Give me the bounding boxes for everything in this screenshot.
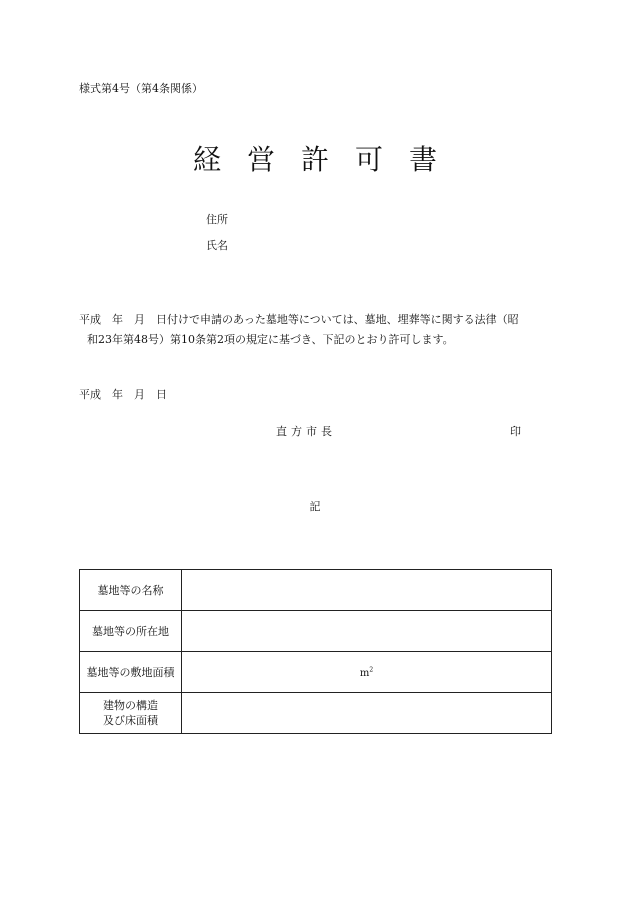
permit-body-text: [79, 310, 557, 350]
row-value-structure: [182, 693, 552, 734]
row-value-name: [182, 570, 552, 611]
applicant-name-label: 氏名: [206, 239, 228, 252]
issue-date: 平成 年 月 日: [79, 388, 167, 401]
row-label-name: 墓地等の名称: [80, 570, 182, 611]
table-row: [80, 570, 552, 611]
row-value-location: [182, 611, 552, 652]
applicant-address-label: 住所: [206, 213, 228, 226]
seal-mark: 印: [510, 425, 521, 438]
body-line-2: 和23年第48号）第10条第2項の規定に基づき、下記のとおり許可します。: [87, 333, 454, 346]
table-row: [80, 611, 552, 652]
form-number: 様式第4号（第4条関係）: [79, 82, 203, 95]
row-label-structure: 建物の構造 及び床面積: [80, 693, 182, 734]
row-value-area: [182, 652, 552, 693]
table-row: [80, 652, 552, 693]
body-line-1: 平成 年 月 日付けで申請のあった墓地等については、墓地、埋葬等に関する法律（昭: [79, 313, 519, 326]
issuer-mayor: 直方市長: [276, 425, 336, 438]
record-heading: 記: [309, 500, 321, 513]
table-row: [80, 693, 552, 734]
square-meter-unit: $m^2$: [359, 666, 374, 679]
row-label-location: 墓地等の所在地: [80, 611, 182, 652]
cemetery-info-table: [79, 569, 552, 734]
row-label-area: 墓地等の敷地面積: [80, 652, 182, 693]
document-title: 経営許可書: [192, 143, 463, 176]
